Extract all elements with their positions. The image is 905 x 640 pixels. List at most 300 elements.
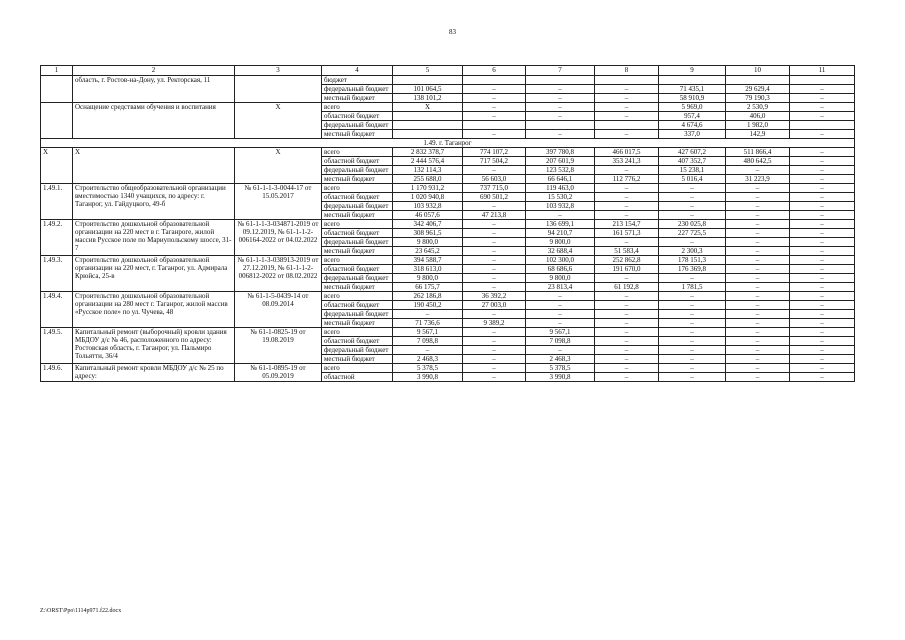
funding-source: местный бюджет (322, 355, 393, 364)
funding-source: федеральный бюджет (322, 202, 393, 211)
amount-cell: – (659, 193, 726, 202)
amount-cell: 774 107,2 (463, 148, 526, 157)
table-row (41, 256, 855, 265)
amount-cell: X (393, 103, 463, 112)
table-row (41, 292, 855, 301)
column-header: 8 (595, 66, 659, 76)
amount-cell: – (659, 337, 726, 346)
item-number: 1.49.3. (41, 256, 73, 292)
file-path: Z:\ORST\Ppo\1114p971.f22.docx (40, 608, 122, 614)
column-header: 3 (235, 66, 322, 76)
amount-cell: – (526, 211, 595, 220)
amount-cell: – (463, 94, 526, 103)
amount-cell: 103 932,8 (526, 202, 595, 211)
funding-source: областной бюджет (322, 229, 393, 238)
amount-cell: 51 583,4 (595, 247, 659, 256)
amount-cell: – (463, 256, 526, 265)
funding-source: всего (322, 256, 393, 265)
amount-cell: – (659, 202, 726, 211)
amount-cell: 7 098,8 (393, 337, 463, 346)
amount-cell: 15 530,2 (526, 193, 595, 202)
amount-cell: – (790, 184, 855, 193)
amount-cell: – (595, 193, 659, 202)
funding-source: местный бюджет (322, 211, 393, 220)
amount-cell: 61 192,8 (595, 283, 659, 292)
funding-source: областной бюджет (322, 157, 393, 166)
amount-cell: – (790, 103, 855, 112)
item-description: Капитальный ремонт (выборочный) кровли здания МБДОУ д/с № 46, расположенного по адресу: Ростовская область, г. Таганрог, ул. Пальмиро Тольятти, 36/4 (73, 328, 235, 364)
amount-cell: – (463, 247, 526, 256)
funding-source: местный бюджет (322, 247, 393, 256)
amount-cell: 15 238,1 (659, 166, 726, 175)
amount-cell: – (463, 346, 526, 355)
amount-cell: – (726, 184, 790, 193)
amount-cell: 66 175,7 (393, 283, 463, 292)
amount-cell: – (659, 373, 726, 382)
amount-cell (595, 76, 659, 85)
amount-cell: – (595, 112, 659, 121)
amount-cell: – (463, 373, 526, 382)
amount-cell: – (463, 229, 526, 238)
amount-cell: – (790, 211, 855, 220)
amount-cell: – (595, 85, 659, 94)
amount-cell: – (790, 301, 855, 310)
amount-cell: 66 646,1 (526, 175, 595, 184)
amount-cell: 427 607,2 (659, 148, 726, 157)
amount-cell: 7 098,8 (526, 337, 595, 346)
amount-cell: 2 468,3 (393, 355, 463, 364)
funding-source: федеральный бюджет (322, 85, 393, 94)
amount-cell: – (726, 256, 790, 265)
amount-cell: – (526, 94, 595, 103)
amount-cell: – (726, 202, 790, 211)
funding-source: областной бюджет (322, 265, 393, 274)
amount-cell: – (463, 355, 526, 364)
amount-cell: – (790, 130, 855, 139)
amount-cell: 119 463,0 (526, 184, 595, 193)
amount-cell: – (726, 247, 790, 256)
amount-cell: 480 642,5 (726, 157, 790, 166)
funding-source: местный бюджет (322, 175, 393, 184)
amount-cell: – (526, 112, 595, 121)
amount-cell: – (595, 211, 659, 220)
amount-cell: 5 378,5 (526, 364, 595, 373)
amount-cell: – (595, 328, 659, 337)
amount-cell: – (595, 355, 659, 364)
table-row (41, 220, 855, 229)
amount-cell: 101 064,5 (393, 85, 463, 94)
item-description: область, г. Ростов-на-Дону, ул. Ректорская, 11 (73, 76, 235, 103)
amount-cell: – (595, 310, 659, 319)
amount-cell: 252 862,8 (595, 256, 659, 265)
amount-cell (393, 130, 463, 139)
amount-cell (393, 121, 463, 130)
amount-cell: 94 210,7 (526, 229, 595, 238)
section-row (41, 139, 855, 148)
item-description: Капитальный ремонт кровли МБДОУ д/с № 25 по адресу: (73, 364, 235, 382)
amount-cell: – (595, 364, 659, 373)
amount-cell: – (790, 256, 855, 265)
amount-cell (393, 112, 463, 121)
amount-cell: – (526, 103, 595, 112)
amount-cell: – (790, 85, 855, 94)
amount-cell: – (726, 166, 790, 175)
amount-cell: – (726, 355, 790, 364)
amount-cell: 9 800,0 (526, 274, 595, 283)
funding-source: федеральный бюджет (322, 238, 393, 247)
amount-cell: 112 776,2 (595, 175, 659, 184)
amount-cell: 2 530,9 (726, 103, 790, 112)
item-document (235, 76, 322, 103)
item-description: Строительство дошкольной образовательной организации на 220 мест, г. Таганрог, ул. Адмирала Крюйса, 25-в (73, 256, 235, 292)
amount-cell: 176 369,8 (659, 265, 726, 274)
amount-cell (526, 121, 595, 130)
amount-cell: 2 832 378,7 (393, 148, 463, 157)
amount-cell: – (790, 292, 855, 301)
amount-cell: 23 645,2 (393, 247, 463, 256)
amount-cell: – (595, 202, 659, 211)
amount-cell: 138 101,2 (393, 94, 463, 103)
amount-cell: 394 588,7 (393, 256, 463, 265)
item-description: Строительство дошкольной образовательной организации на 280 мест г. Таганрог, жилой массив «Русское поле» по ул. Чучева, 48 (73, 292, 235, 328)
amount-cell: – (790, 112, 855, 121)
amount-cell: – (463, 202, 526, 211)
amount-cell: – (526, 301, 595, 310)
item-number: 1.49.5. (41, 328, 73, 364)
amount-cell: 47 213,8 (463, 211, 526, 220)
amount-cell: – (526, 130, 595, 139)
funding-source: федеральный бюджет (322, 121, 393, 130)
amount-cell: 2 444 576,4 (393, 157, 463, 166)
amount-cell (659, 76, 726, 85)
item-document: № 61-1-1-3-0044-17 от 15.05.2017 (235, 184, 322, 220)
amount-cell: – (790, 202, 855, 211)
item-number: X (41, 148, 73, 184)
budget-table (40, 65, 855, 382)
amount-cell: – (659, 328, 726, 337)
amount-cell: – (526, 292, 595, 301)
table-row (41, 103, 855, 112)
funding-source: областной (322, 373, 393, 382)
item-document: № 61-1-1-3-038913-2019 от 27.12.2019, № 61-1-1-2-006812-2022 от 08.02.2022 (235, 256, 322, 292)
amount-cell: – (463, 337, 526, 346)
amount-cell: 142,9 (726, 130, 790, 139)
column-header: 11 (790, 66, 855, 76)
funding-source: федеральный бюджет (322, 346, 393, 355)
amount-cell: – (393, 346, 463, 355)
amount-cell: – (726, 301, 790, 310)
amount-cell: – (659, 238, 726, 247)
amount-cell: 27 003,0 (463, 301, 526, 310)
page-number: 83 (449, 28, 456, 36)
amount-cell: – (595, 319, 659, 328)
column-header: 4 (322, 66, 393, 76)
amount-cell: – (790, 220, 855, 229)
funding-source: бюджет (322, 76, 393, 85)
funding-source: областной бюджет (322, 112, 393, 121)
header-row (41, 66, 855, 76)
amount-cell: – (790, 328, 855, 337)
amount-cell: – (595, 94, 659, 103)
amount-cell: – (659, 211, 726, 220)
amount-cell: – (659, 301, 726, 310)
amount-cell: 56 603,0 (463, 175, 526, 184)
amount-cell: – (463, 364, 526, 373)
amount-cell: 255 688,0 (393, 175, 463, 184)
amount-cell: – (595, 103, 659, 112)
amount-cell: – (726, 265, 790, 274)
funding-source: областной бюджет (322, 337, 393, 346)
funding-source: всего (322, 148, 393, 157)
amount-cell: 406,0 (726, 112, 790, 121)
amount-cell: – (463, 310, 526, 319)
table-row (41, 148, 855, 157)
amount-cell: 1 170 931,2 (393, 184, 463, 193)
amount-cell: 191 670,0 (595, 265, 659, 274)
amount-cell: – (463, 130, 526, 139)
amount-cell: 5 969,0 (659, 103, 726, 112)
amount-cell: 136 699,1 (526, 220, 595, 229)
amount-cell: 230 025,8 (659, 220, 726, 229)
amount-cell: 511 866,4 (726, 148, 790, 157)
funding-source: всего (322, 103, 393, 112)
amount-cell: – (726, 283, 790, 292)
amount-cell: – (659, 319, 726, 328)
amount-cell: – (463, 283, 526, 292)
amount-cell: – (790, 274, 855, 283)
amount-cell: – (526, 319, 595, 328)
amount-cell: – (595, 373, 659, 382)
amount-cell: – (790, 175, 855, 184)
amount-cell: – (790, 346, 855, 355)
table-row (41, 364, 855, 373)
amount-cell: – (595, 166, 659, 175)
amount-cell: – (790, 265, 855, 274)
item-description: Оснащение средствами обучения и воспитания (73, 103, 235, 139)
table-row (41, 76, 855, 85)
funding-source: федеральный бюджет (322, 166, 393, 175)
amount-cell: – (726, 274, 790, 283)
funding-source: всего (322, 328, 393, 337)
amount-cell: – (790, 166, 855, 175)
amount-cell: 717 504,2 (463, 157, 526, 166)
amount-cell: – (595, 337, 659, 346)
amount-cell: – (659, 355, 726, 364)
amount-cell: 102 300,0 (526, 256, 595, 265)
amount-cell: 2 300,3 (659, 247, 726, 256)
amount-cell: – (595, 346, 659, 355)
amount-cell: – (726, 364, 790, 373)
column-header: 2 (73, 66, 235, 76)
amount-cell: – (726, 373, 790, 382)
amount-cell: – (463, 85, 526, 94)
column-header: 10 (726, 66, 790, 76)
amount-cell: 342 406,7 (393, 220, 463, 229)
amount-cell: 308 961,5 (393, 229, 463, 238)
amount-cell: 690 501,2 (463, 193, 526, 202)
amount-cell: 123 532,8 (526, 166, 595, 175)
amount-cell: – (659, 346, 726, 355)
amount-cell: – (790, 364, 855, 373)
amount-cell: – (526, 85, 595, 94)
item-document: № 61-1-1-3-034871-2019 от 09.12.2019, № 61-1-1-2-006164-2022 от 04.02.2022 (235, 220, 322, 256)
amount-cell: – (726, 337, 790, 346)
amount-cell (526, 76, 595, 85)
amount-cell: 1 781,5 (659, 283, 726, 292)
amount-cell: – (659, 292, 726, 301)
amount-cell (790, 121, 855, 130)
amount-cell: 353 241,3 (595, 157, 659, 166)
amount-cell: 71 435,1 (659, 85, 726, 94)
amount-cell: – (790, 373, 855, 382)
amount-cell: 190 450,2 (393, 301, 463, 310)
amount-cell: 79 190,3 (726, 94, 790, 103)
amount-cell: 103 932,8 (393, 202, 463, 211)
amount-cell: – (790, 94, 855, 103)
amount-cell: – (526, 346, 595, 355)
item-number: 1.49.4. (41, 292, 73, 328)
amount-cell: 207 601,9 (526, 157, 595, 166)
item-document: № 61-1-0895-19 от 05.09.2019 (235, 364, 322, 382)
item-number: 1.49.6. (41, 364, 73, 382)
amount-cell (393, 76, 463, 85)
item-document: № 61-1-5-0439-14 от 08.09.2014 (235, 292, 322, 328)
funding-source: местный бюджет (322, 94, 393, 103)
amount-cell: – (790, 319, 855, 328)
item-document: № 61-1-0825-19 от 19.08.2019 (235, 328, 322, 364)
item-document: X (235, 103, 322, 139)
amount-cell (463, 76, 526, 85)
column-header: 9 (659, 66, 726, 76)
funding-source: местный бюджет (322, 130, 393, 139)
funding-source: федеральный бюджет (322, 310, 393, 319)
funding-source: областной бюджет (322, 193, 393, 202)
amount-cell: – (463, 265, 526, 274)
amount-cell: – (790, 148, 855, 157)
column-header: 6 (463, 66, 526, 76)
amount-cell (790, 76, 855, 85)
amount-cell: – (595, 274, 659, 283)
amount-cell: – (463, 103, 526, 112)
amount-cell: 178 151,3 (659, 256, 726, 265)
amount-cell (595, 121, 659, 130)
funding-source: всего (322, 364, 393, 373)
amount-cell: 58 910,9 (659, 94, 726, 103)
item-number: 1.49.1. (41, 184, 73, 220)
amount-cell: – (595, 184, 659, 193)
amount-cell: 29 629,4 (726, 85, 790, 94)
amount-cell: – (659, 364, 726, 373)
funding-source: местный бюджет (322, 283, 393, 292)
funding-source: всего (322, 184, 393, 193)
table-row (41, 184, 855, 193)
amount-cell: – (463, 328, 526, 337)
amount-cell: 9 800,0 (393, 238, 463, 247)
funding-source: областной бюджет (322, 301, 393, 310)
amount-cell: – (463, 274, 526, 283)
item-document: X (235, 148, 322, 184)
funding-source: всего (322, 292, 393, 301)
amount-cell: – (595, 238, 659, 247)
amount-cell: 466 017,5 (595, 148, 659, 157)
amount-cell: – (726, 328, 790, 337)
amount-cell: 737 715,0 (463, 184, 526, 193)
amount-cell: – (790, 247, 855, 256)
item-number: 1.49.2. (41, 220, 73, 256)
amount-cell: – (726, 193, 790, 202)
amount-cell: 71 736,6 (393, 319, 463, 328)
column-header: 5 (393, 66, 463, 76)
amount-cell: – (790, 337, 855, 346)
amount-cell: 5 016,4 (659, 175, 726, 184)
amount-cell: 46 057,6 (393, 211, 463, 220)
amount-cell: – (790, 310, 855, 319)
amount-cell: 9 800,0 (393, 274, 463, 283)
amount-cell: 9 800,0 (526, 238, 595, 247)
amount-cell: 957,4 (659, 112, 726, 121)
amount-cell: 5 378,5 (393, 364, 463, 373)
section-title: 1.49. г. Таганрог (41, 139, 855, 148)
amount-cell (726, 76, 790, 85)
amount-cell: 3 990,8 (393, 373, 463, 382)
amount-cell: – (726, 292, 790, 301)
amount-cell: 397 780,8 (526, 148, 595, 157)
amount-cell: – (659, 310, 726, 319)
amount-cell: 1 982,0 (726, 121, 790, 130)
amount-cell: 227 725,5 (659, 229, 726, 238)
amount-cell: – (790, 238, 855, 247)
item-description: Строительство общеобразовательной организации вместимостью 1340 учащихся, по адресу: г. Таганрог, ул. Гайдуцкого, 49-б (73, 184, 235, 220)
amount-cell: – (595, 301, 659, 310)
item-number (41, 103, 73, 139)
amount-cell: – (526, 310, 595, 319)
amount-cell: 161 571,3 (595, 229, 659, 238)
item-description: X (73, 148, 235, 184)
item-number (41, 76, 73, 103)
amount-cell: 318 613,0 (393, 265, 463, 274)
amount-cell: 36 392,2 (463, 292, 526, 301)
amount-cell: – (790, 229, 855, 238)
amount-cell: – (790, 157, 855, 166)
amount-cell: 262 186,8 (393, 292, 463, 301)
amount-cell: 2 468,3 (526, 355, 595, 364)
amount-cell: – (726, 346, 790, 355)
amount-cell: – (726, 220, 790, 229)
table-row (41, 328, 855, 337)
funding-source: федеральный бюджет (322, 274, 393, 283)
amount-cell: – (726, 310, 790, 319)
amount-cell: – (726, 238, 790, 247)
amount-cell: – (790, 283, 855, 292)
item-description: Строительство дошкольной образовательной организации на 220 мест в г. Таганроге, жилой массив Русское поле по Мариупольскому шоссе, 31-7 (73, 220, 235, 256)
amount-cell: – (463, 112, 526, 121)
amount-cell: – (595, 130, 659, 139)
amount-cell: – (463, 238, 526, 247)
amount-cell: 132 114,3 (393, 166, 463, 175)
amount-cell: 9 567,1 (393, 328, 463, 337)
amount-cell: 3 990,8 (526, 373, 595, 382)
amount-cell: – (790, 355, 855, 364)
amount-cell: 213 154,7 (595, 220, 659, 229)
column-header: 7 (526, 66, 595, 76)
amount-cell: – (790, 193, 855, 202)
amount-cell: 31 223,9 (726, 175, 790, 184)
amount-cell: – (726, 319, 790, 328)
amount-cell: 337,0 (659, 130, 726, 139)
amount-cell: 9 567,1 (526, 328, 595, 337)
amount-cell: – (463, 166, 526, 175)
amount-cell: 407 352,7 (659, 157, 726, 166)
